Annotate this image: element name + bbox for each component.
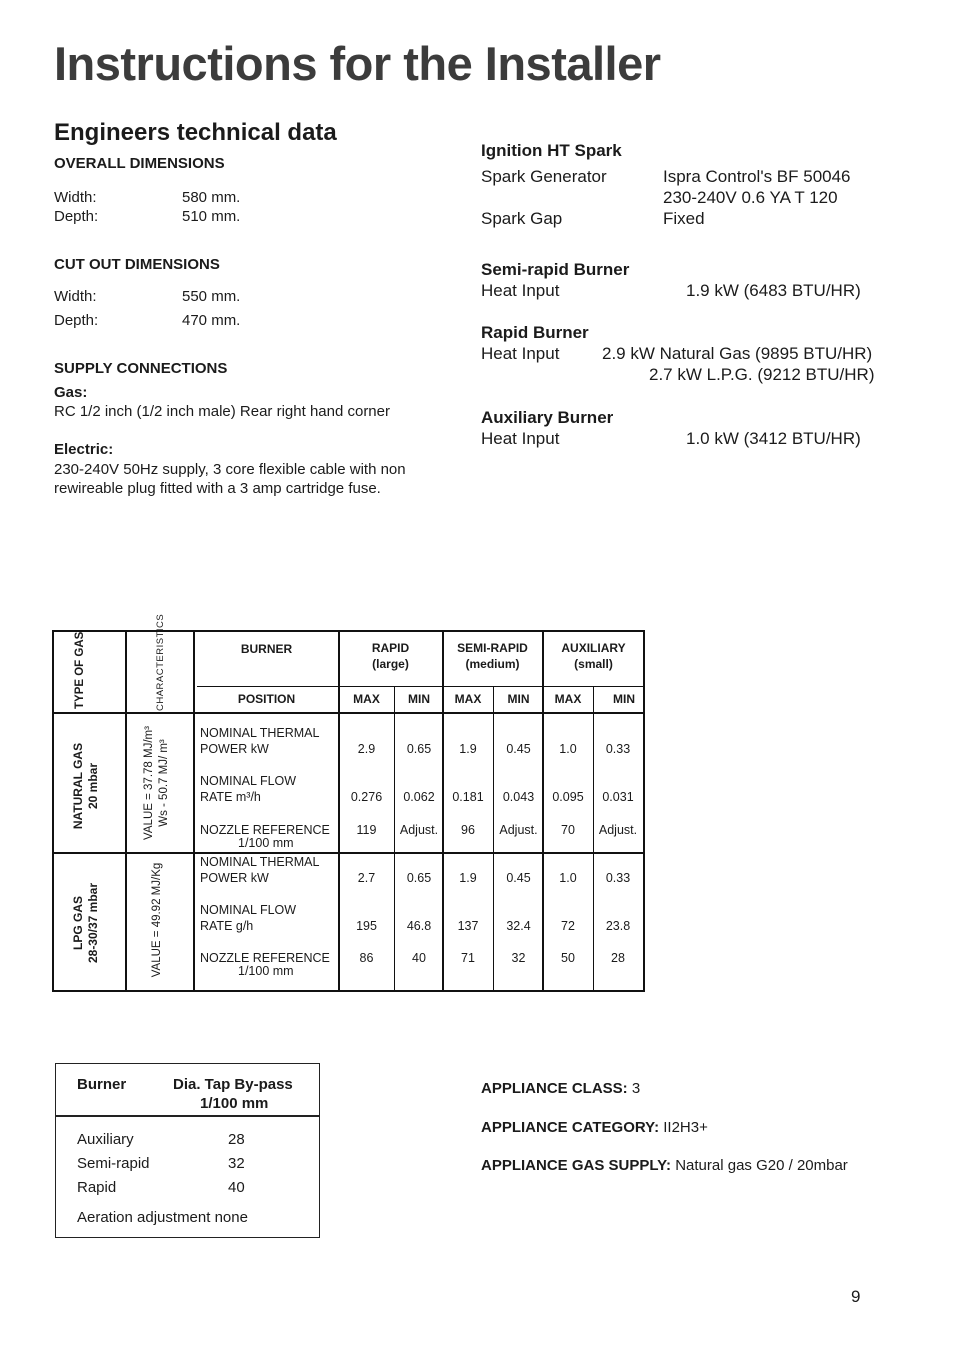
lpg-flow-aux-max: 72 [561,919,575,933]
ng-flow-semi-max: 0.181 [452,790,484,804]
ng-thermal-aux-min: 0.33 [605,742,631,756]
type-of-gas-header: TYPE OF GAS [74,631,86,709]
lpg-gas-pressure: 28-30/37 mbar [86,882,100,964]
lpg-nozzle-aux-min: 28 [611,951,625,965]
spark-generator-value: Ispra Control's BF 50046 [663,167,851,186]
rapid-header: RAPID [371,641,410,655]
lpg-thermal-rapid-max: 2.7 [357,871,376,885]
cutout-width-value: 550 mm. [182,288,241,305]
lpg-flow-aux-min: 23.8 [605,919,631,933]
appliance-class-label: APPLIANCE CLASS: [481,1080,628,1097]
lpg-flow-rapid-min: 46.8 [406,919,432,933]
semi-rapid-header: SEMI-RAPID [457,641,528,655]
page-title: Instructions for the Installer [54,37,661,90]
bypass-unit-header: 1/100 mm [200,1095,269,1112]
auxiliary-subheader: (small) [574,657,613,671]
lpg-thermal-aux-min: 0.33 [605,871,631,885]
ignition-heading: Ignition HT Spark [481,141,622,160]
lpg-thermal-unit: POWER kW [200,871,269,885]
appliance-gas-supply-value: Natural gas G20 / 20mbar [671,1157,848,1174]
semi-max-header: MAX [454,692,482,706]
ng-nozzle-semi-max: 96 [461,823,475,837]
overall-dimensions-heading: OVERALL DIMENSIONS [54,155,225,172]
aux-max-header: MAX [554,692,582,706]
semi-rapid-subheader: (medium) [465,657,520,671]
bypass-divider [56,1115,319,1117]
spark-generator-label: Spark Generator [481,167,607,186]
rapid-heat-label: Heat Input [481,344,560,363]
lpg-flow-semi-min: 32.4 [506,919,531,933]
lpg-nozzle-rapid-min: 40 [412,951,426,965]
spark-gap-label: Spark Gap [481,209,563,228]
cutout-depth-value: 470 mm. [182,312,241,329]
ng-thermal-semi-min: 0.45 [506,742,531,756]
auxiliary-header: AUXILIARY [561,641,626,655]
appliance-category-value: II2H3+ [659,1119,708,1136]
bypass-row-burner: Auxiliary [77,1131,134,1148]
semi-min-header: MIN [507,692,530,706]
rapid-subheader: (large) [372,657,409,671]
ng-flow-label: NOMINAL FLOW [200,774,297,788]
overall-width-label: Width: [54,189,97,206]
bypass-row-burner: Semi-rapid [77,1155,150,1172]
appliance-category-label: APPLIANCE CATEGORY: [481,1119,660,1136]
ng-nozzle-aux-min: Adjust. [598,823,638,837]
lpg-flow-label: NOMINAL FLOW [200,903,297,917]
bypass-note: Aeration adjustment none [77,1209,248,1226]
appliance-class-value: 3 [627,1080,641,1097]
bypass-table [55,1063,320,1238]
semi-rapid-heading: Semi-rapid Burner [481,260,630,279]
rapid-heading: Rapid Burner [481,323,589,342]
lpg-nozzle-label: NOZZLE REFERENCE [200,951,330,965]
spark-generator-rating: 230-240V 0.6 YA T 120 [663,188,838,207]
natural-gas-value: VALUE = 37.78 MJ/m³ [143,726,155,840]
ng-thermal-rapid-max: 2.9 [357,742,376,756]
natural-gas-label: NATURAL GAS [71,742,85,830]
lpg-gas-label: LPG GAS [71,896,85,951]
lpg-flow-rapid-max: 195 [356,919,377,933]
spark-gap-value: Fixed [663,209,705,228]
ng-flow-aux-min: 0.031 [602,790,634,804]
rapid-max-header: MAX [353,692,380,706]
cutout-dimensions-heading: CUT OUT DIMENSIONS [54,256,220,273]
overall-depth-value: 510 mm. [182,208,241,225]
ng-thermal-label: NOMINAL THERMAL [200,726,320,740]
ng-nozzle-label: NOZZLE REFERENCE [200,823,330,837]
ng-nozzle-aux-max: 70 [561,823,575,837]
ng-nozzle-semi-min: Adjust. [499,823,538,837]
lpg-thermal-label: NOMINAL THERMAL [200,855,320,869]
position-header: POSITION [237,692,296,706]
ng-nozzle-unit: 1/100 mm [238,836,294,850]
lpg-thermal-semi-min: 0.45 [506,871,531,885]
appliance-category [481,1119,708,1136]
ng-flow-rapid-min: 0.062 [403,790,435,804]
bypass-row-value: 32 [228,1155,245,1172]
lpg-thermal-semi-max: 1.9 [459,871,477,885]
bypass-row-value: 40 [228,1179,245,1196]
bypass-row-value: 28 [228,1131,245,1148]
electric-label: Electric: [54,441,114,458]
rapid-heat-value-ng: 2.9 kW Natural Gas (9895 BTU/HR) [602,344,873,363]
electric-text-line1: 230-240V 50Hz supply, 3 core flexible cable with non [54,461,406,478]
gas-connection-text: RC 1/2 inch (1/2 inch male) Rear right hand corner [54,403,390,420]
ng-thermal-unit: POWER kW [200,742,269,756]
bypass-dia-header: Dia. Tap By-pass [173,1076,293,1093]
appliance-class [481,1080,640,1097]
lpg-thermal-rapid-min: 0.65 [406,871,432,885]
overall-depth-label: Depth: [54,208,99,225]
lpg-flow-unit: RATE g/h [200,919,254,933]
cutout-width-label: Width: [54,288,97,305]
ng-thermal-rapid-min: 0.65 [406,742,432,756]
lpg-nozzle-semi-max: 71 [461,951,475,965]
lpg-nozzle-aux-max: 50 [561,951,575,965]
aux-min-header: MIN [613,692,635,706]
ng-flow-aux-max: 0.095 [552,790,584,804]
page-number: 9 [851,1287,861,1306]
ng-thermal-semi-max: 1.9 [459,742,477,756]
lpg-nozzle-rapid-max: 86 [359,951,374,965]
lpg-thermal-aux-max: 1.0 [559,871,577,885]
ng-flow-unit: RATE m³/h [200,790,261,804]
ng-nozzle-rapid-min: Adjust. [399,823,439,837]
natural-gas-ws: Ws - 50.7 MJ/ m³ [158,739,170,827]
appliance-gas-supply [481,1157,848,1174]
gas-data-table [52,613,645,992]
ng-nozzle-rapid-max: 119 [356,823,377,837]
semi-rapid-heat-label: Heat Input [481,281,560,300]
natural-gas-pressure: 20 mbar [86,762,100,810]
bypass-row-burner: Rapid [77,1179,117,1196]
overall-width-value: 580 mm. [182,189,241,206]
appliance-gas-supply-label: APPLIANCE GAS SUPPLY: [481,1157,672,1174]
characteristics-header: CHARACTERISTICS [155,613,166,711]
semi-rapid-heat-value: 1.9 kW (6483 BTU/HR) [686,281,861,300]
lpg-nozzle-semi-min: 32 [511,951,526,965]
ng-thermal-aux-max: 1.0 [559,742,577,756]
lpg-nozzle-unit: 1/100 mm [238,964,294,978]
rapid-heat-value-lpg: 2.7 kW L.P.G. (9212 BTU/HR) [649,365,875,384]
electric-text-line2: rewireable plug fitted with a 3 amp cartridge fuse. [54,480,381,497]
section-heading: Engineers technical data [54,119,337,146]
auxiliary-heat-label: Heat Input [481,429,560,448]
auxiliary-heading: Auxiliary Burner [481,408,614,427]
lpg-flow-semi-max: 137 [457,919,479,933]
gas-label: Gas: [54,384,88,401]
bypass-burner-header: Burner [77,1076,127,1093]
lpg-gas-value: VALUE = 49.92 MJ/Kg [151,862,163,978]
supply-connections-heading: SUPPLY CONNECTIONS [54,360,228,377]
rapid-min-header: MIN [408,692,430,706]
cutout-depth-label: Depth: [54,312,99,329]
auxiliary-heat-value: 1.0 kW (3412 BTU/HR) [686,429,861,448]
ng-flow-semi-min: 0.043 [502,790,535,804]
ng-flow-rapid-max: 0.276 [350,790,383,804]
burner-header: BURNER [240,642,293,656]
